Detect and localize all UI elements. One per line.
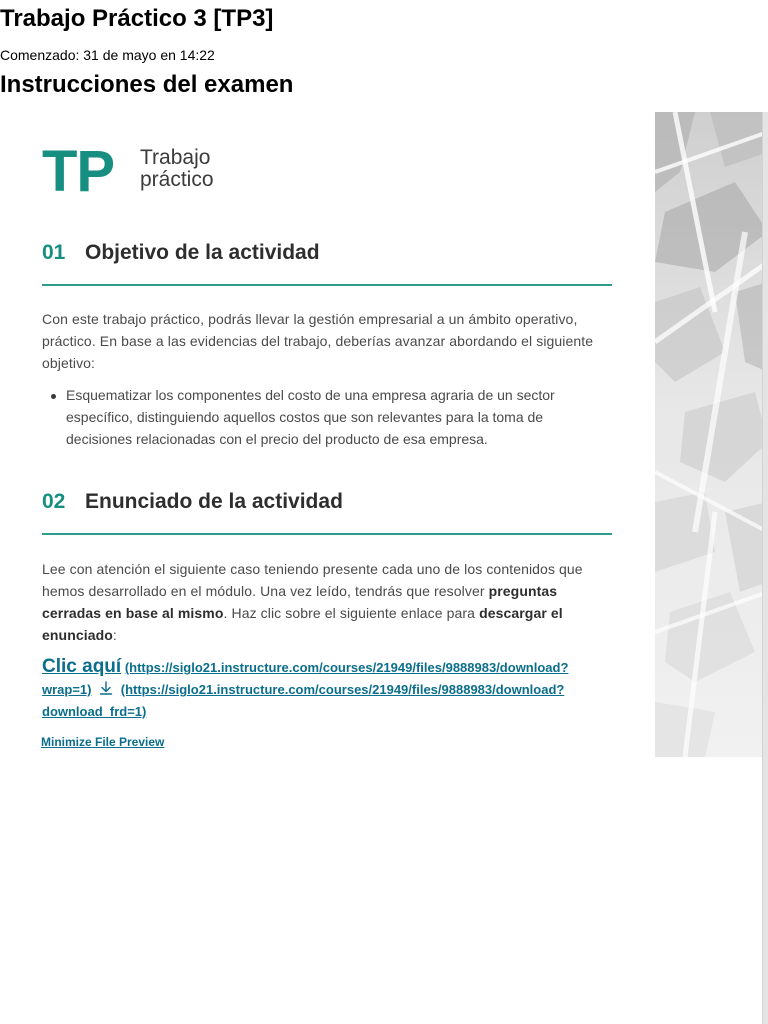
minimize-file-preview-link[interactable]: Minimize File Preview (41, 735, 165, 749)
section-2-text-3: : (112, 627, 117, 643)
tp-logo-letters: TP (42, 139, 115, 204)
section-2-heading (42, 489, 612, 529)
tp-logo-word-2: práctico (140, 168, 214, 191)
section-2-bold-1: preguntas cerradas en base al mismo (42, 583, 558, 621)
instructions-heading: Instrucciones del examen (0, 71, 294, 98)
download-links (42, 656, 617, 723)
page-title: Trabajo Práctico 3 [TP3] (0, 5, 274, 32)
objective-list (42, 384, 612, 450)
clic-aqui-link[interactable]: Clic aquí (42, 656, 122, 677)
section-1-intro: Con este trabajo práctico, podrás llevar la gestión empresarial a un ámbito operativo, práctico. En base a las evidencias del trabajo, deberías avanzar abordando el siguiente objetivo: (42, 311, 594, 371)
started-timestamp: Comenzado: 31 de mayo en 14:22 (0, 47, 215, 63)
tp-logo-word-1: Trabajo (140, 146, 211, 169)
objective-item: Esquematizar los componentes del costo de una empresa agraria de un sector específico, distinguiendo aquellos costos que son relevantes para la toma de decisiones relacionadas con el precio del producto de esa empresa. (42, 384, 612, 450)
download-link[interactable]: (https://siglo21.instructure.com/courses/21949/files/9888983/download?download_frd=1) (42, 682, 565, 719)
file-preview-link[interactable]: (https://siglo21.instructure.com/courses/21949/files/9888983/download?wrap=1) (42, 660, 569, 697)
download-icon[interactable] (98, 680, 114, 696)
tp-logo-words (140, 147, 260, 191)
decorative-panel (655, 112, 768, 757)
section-2-text-2: . Haz clic sobre el siguiente enlace para (223, 605, 480, 621)
section-2-text (42, 558, 610, 646)
section-2-bold-2: descargar el enunciado (42, 605, 563, 643)
decorative-pattern (655, 112, 768, 757)
scrollbar-track[interactable] (762, 112, 768, 1024)
section-1-title: Objetivo de la actividad (85, 241, 320, 264)
section-2-number: 02 (42, 490, 66, 513)
section-1-heading (42, 240, 612, 280)
section-2-text-1: Lee con atención el siguiente caso teniendo presente cada uno de los contenidos que hemos desarrollado en el módulo. Una vez leído, tendrás que resolver (42, 561, 583, 599)
section-1-divider (42, 284, 612, 286)
section-2-title: Enunciado de la actividad (85, 490, 343, 513)
section-2-divider (42, 533, 612, 535)
section-1-number: 01 (42, 241, 66, 264)
